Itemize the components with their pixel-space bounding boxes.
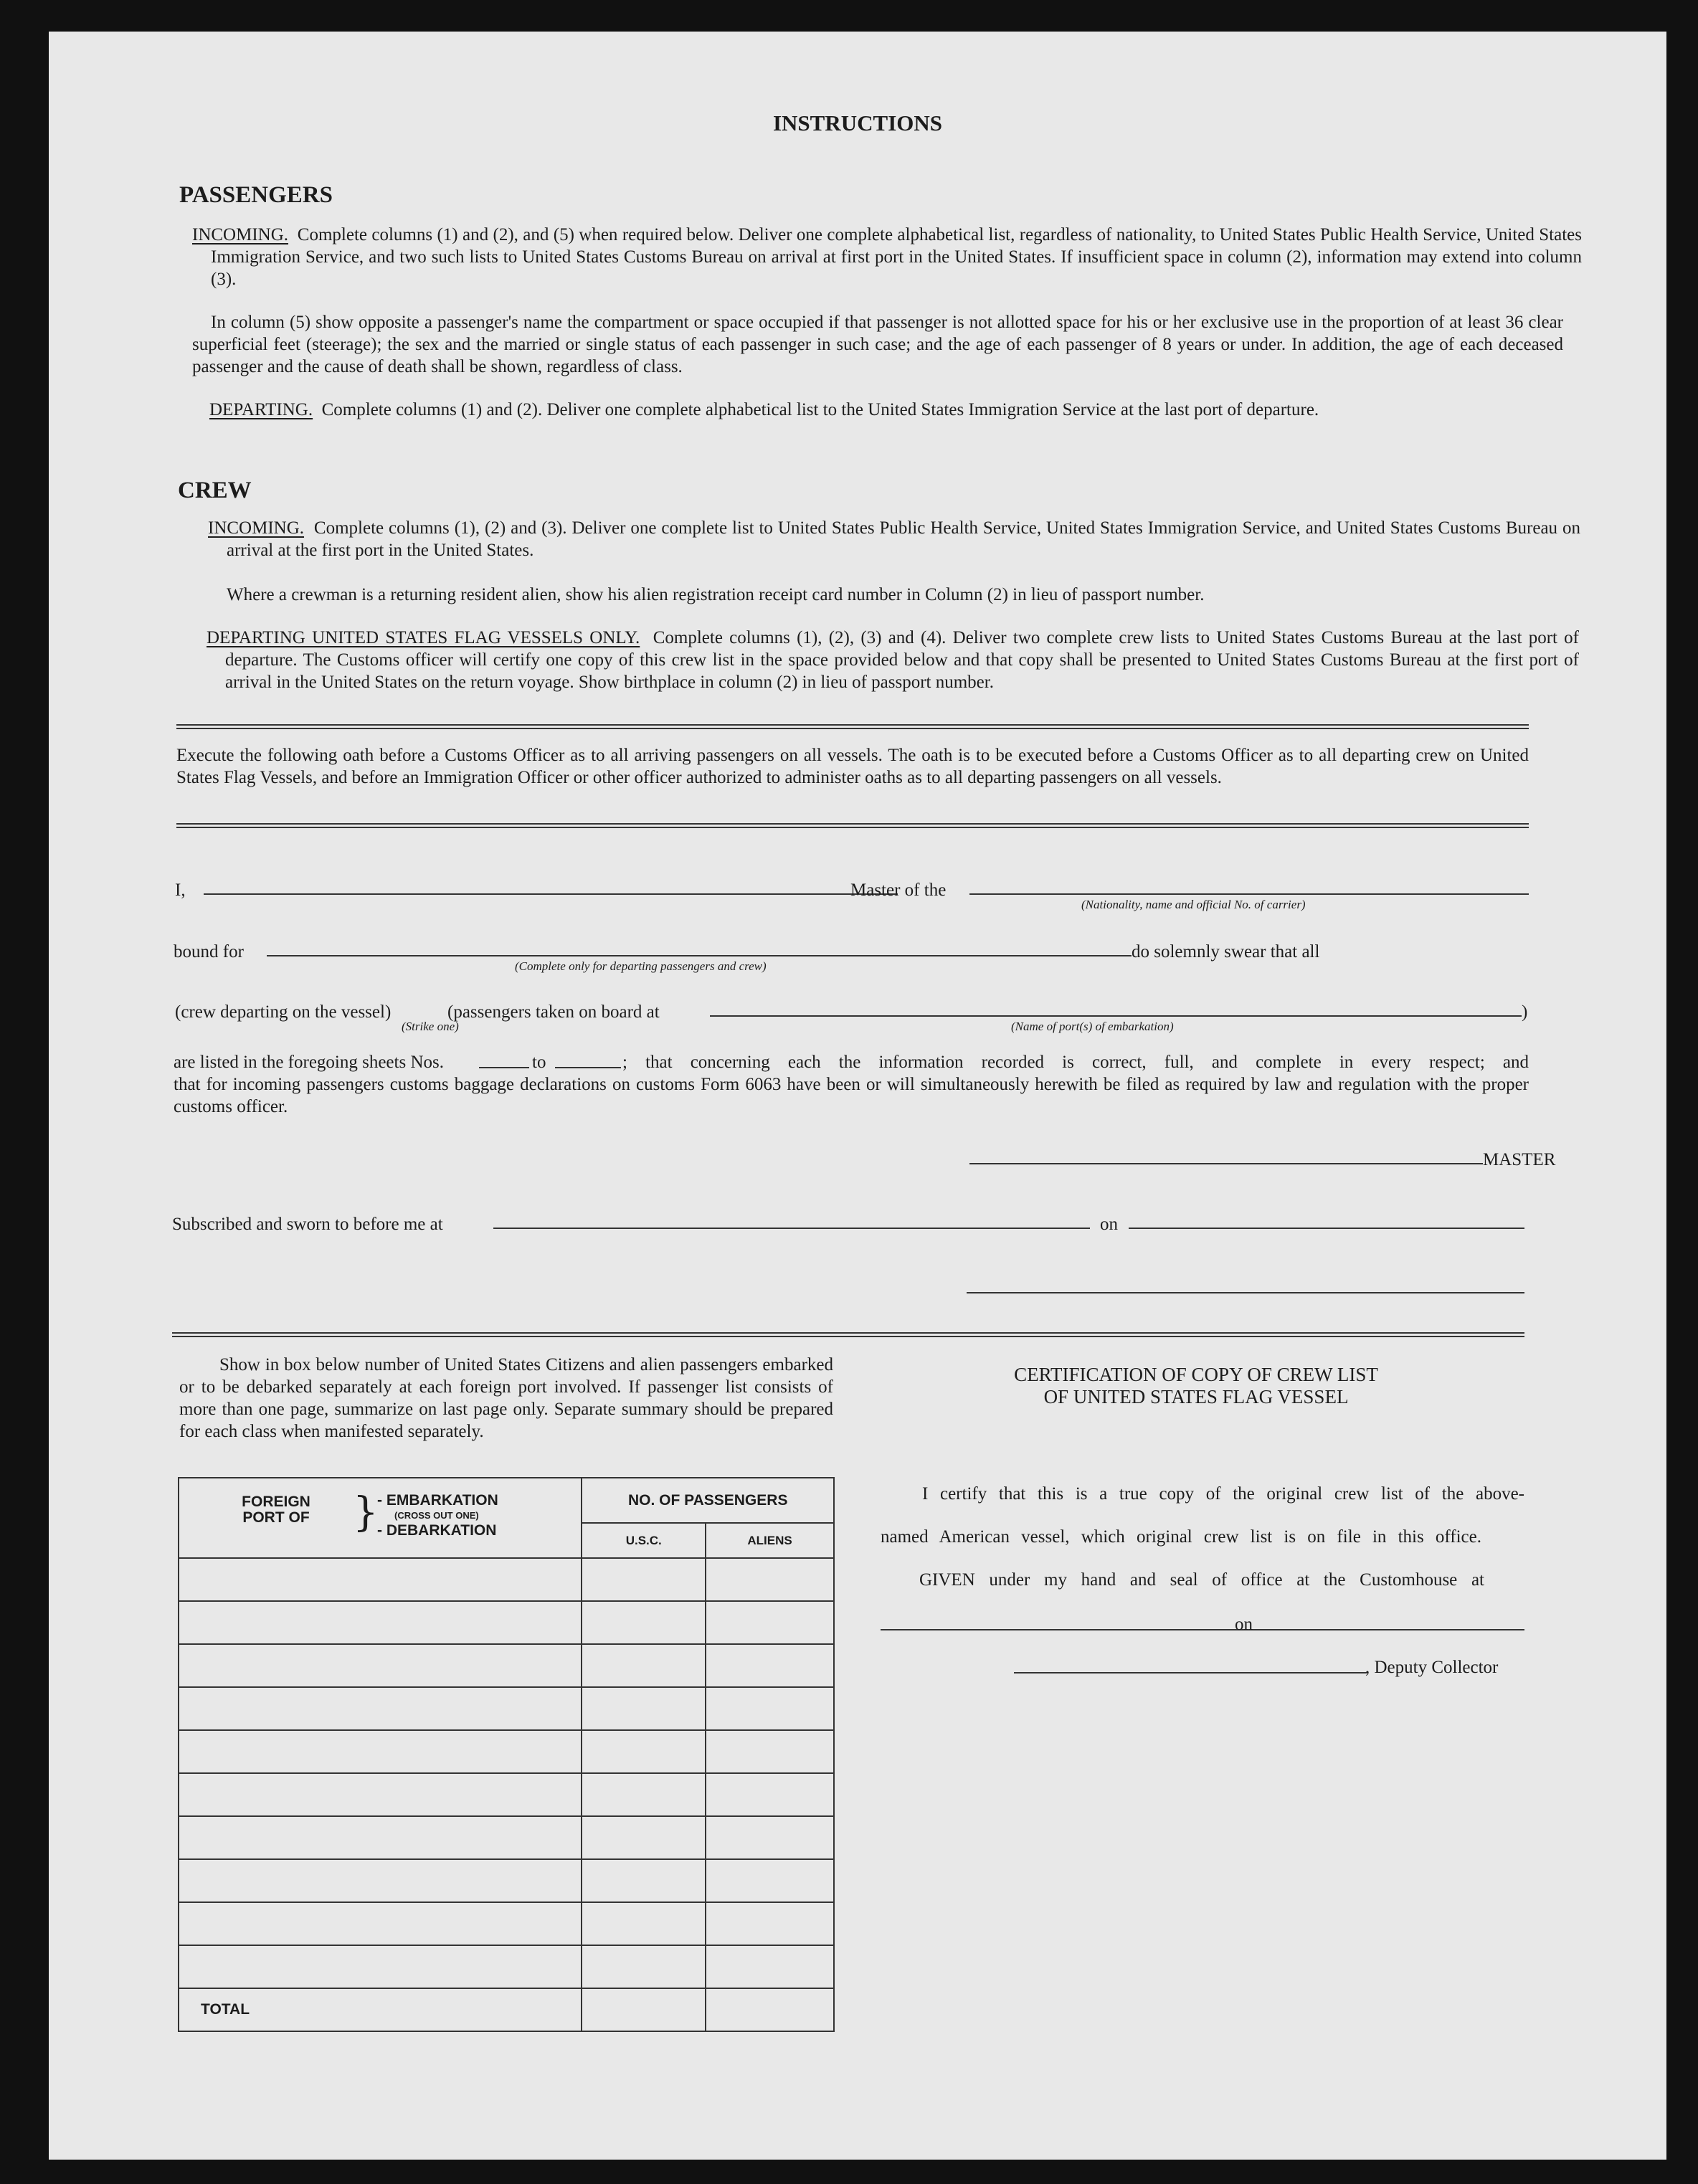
- passengers-incoming-label: INCOMING.: [192, 225, 289, 244]
- brace-glyph: }: [353, 1489, 379, 1536]
- oath-listed-to: to: [532, 1053, 546, 1072]
- embarkation-label: - EMBARKATION: [377, 1492, 498, 1509]
- aliens-header: ALIENS: [706, 1523, 834, 1558]
- usc-header: U.S.C.: [582, 1523, 706, 1558]
- oath-passengers-taken-label: (passengers taken on board at: [447, 1002, 660, 1022]
- bound-caption: (Complete only for departing passengers and crew): [515, 959, 767, 973]
- sworn-date-field[interactable]: [1129, 1228, 1524, 1229]
- table-row[interactable]: [179, 1902, 834, 1945]
- passengers-column5-paragraph: In column (5) show opposite a passenger's name the compartment or space occupied if that passenger is not allotted space for his or her exclusive use in the proportion of at least 36 clear superficial feet (steerage); the sex and the married or single status of each passenger in such case; and the age of each passenger of 8 years or under. In addition, the age of each deceased passenger and the cause of death shall be shown, regardless of class.: [192, 313, 1563, 376]
- debarkation-label: - DEBARKATION: [377, 1522, 497, 1539]
- table-row[interactable]: [179, 1773, 834, 1816]
- certification-line3: GIVEN under my hand and seal of office at the Customhouse at: [919, 1570, 1484, 1590]
- certification-on-label: on: [1235, 1615, 1253, 1634]
- crew-departing-label: DEPARTING UNITED STATES FLAG VESSELS ONLY.: [207, 628, 640, 647]
- foreign-port-of-label: FOREIGN PORT OF: [242, 1494, 310, 1526]
- crew-departing-paragraph: [207, 627, 1580, 693]
- certification-title: [873, 1364, 1519, 1408]
- port-header-cell: [179, 1478, 582, 1558]
- oath-listed-b: ; that concerning each the information recorded is correct, full, and complete in every respect; and: [622, 1053, 1529, 1072]
- carrier-field[interactable]: [969, 893, 1529, 895]
- subscribed-label: Subscribed and sworn to before me at: [172, 1215, 443, 1234]
- certification-line1: I certify that this is a true copy of the original crew list of the above-: [922, 1484, 1524, 1504]
- table-row[interactable]: [179, 1644, 834, 1687]
- embarkation-port-field[interactable]: [710, 1015, 1522, 1017]
- sheet-to-field[interactable]: [555, 1067, 621, 1068]
- deputy-collector-signature-field[interactable]: [1014, 1672, 1367, 1673]
- oath-listed-c: that for incoming passengers customs baggage declarations on customs Form 6063 have been or will simultaneously herewith be filed as required by law and regulation with the proper customs officer.: [174, 1075, 1529, 1116]
- total-aliens-cell[interactable]: [706, 1988, 834, 2031]
- certification-title-line2: OF UNITED STATES FLAG VESSEL: [1043, 1386, 1349, 1407]
- master-name-field[interactable]: [204, 893, 898, 895]
- strike-caption: (Strike one): [402, 1020, 459, 1033]
- table-row[interactable]: [179, 1859, 834, 1902]
- total-label: TOTAL: [179, 1988, 582, 2031]
- table-row[interactable]: [179, 1816, 834, 1859]
- passenger-summary-table: [178, 1477, 835, 2032]
- crew-heading: CREW: [178, 478, 252, 503]
- no-of-passengers-header: NO. OF PASSENGERS: [582, 1478, 834, 1523]
- certification-line2: named American vessel, which original crew list is on file in this office.: [881, 1527, 1481, 1547]
- page-title: INSTRUCTIONS: [772, 110, 942, 136]
- master-label: MASTER: [1483, 1150, 1556, 1169]
- certification-title-line1: CERTIFICATION OF COPY OF CREW LIST: [1014, 1364, 1378, 1385]
- sworn-location-field[interactable]: [493, 1228, 1090, 1229]
- table-row[interactable]: [179, 1730, 834, 1773]
- divider: [176, 823, 1529, 828]
- document-page: [49, 32, 1666, 2160]
- oath-bound-for-label: bound for: [174, 942, 244, 962]
- customhouse-field[interactable]: [881, 1629, 1279, 1630]
- officer-signature-field[interactable]: [967, 1292, 1524, 1293]
- passengers-heading: PASSENGERS: [179, 182, 333, 208]
- crew-departing-text: Complete columns (1), (2), (3) and (4). Deliver two complete crew lists to United States Customs Bureau at the last port of departure. The Customs officer will certify one copy of this crew list in the space provided below and that copy shall be presented to United States Customs Bureau at the first port of arrival in the United States on the return voyage. Show birthplace in column (2) in lieu of passport number.: [225, 628, 1580, 692]
- table-row[interactable]: [179, 1945, 834, 1988]
- table-row[interactable]: [179, 1601, 834, 1644]
- master-signature-field[interactable]: [969, 1163, 1483, 1164]
- crew-incoming-label: INCOMING.: [208, 518, 305, 538]
- port-caption: (Name of port(s) of embarkation): [1011, 1020, 1174, 1033]
- divider: [176, 724, 1529, 729]
- crew-incoming-text: Complete columns (1), (2) and (3). Deliver one complete list to United States Public Health Service, United States Immigration Service, and United States Customs Bureau on arrival at the first port in the United States.: [227, 518, 1580, 560]
- passengers-incoming-paragraph: [192, 224, 1582, 290]
- oath-i-label: I,: [175, 880, 186, 900]
- nationality-caption: (Nationality, name and official No. of carrier): [1081, 898, 1306, 911]
- oath-master-of-the-label: Master of the: [850, 880, 947, 900]
- cross-out-label: (CROSS OUT ONE): [394, 1510, 479, 1521]
- passengers-departing-label: DEPARTING.: [209, 400, 313, 419]
- table-row[interactable]: [179, 1687, 834, 1730]
- passengers-departing-text: Complete columns (1) and (2). Deliver one complete alphabetical list to the United States Immigration Service at the last port of departure.: [321, 400, 1319, 419]
- sworn-on-label: on: [1100, 1215, 1118, 1234]
- passengers-incoming-text: Complete columns (1) and (2), and (5) when required below. Deliver one complete alphabetical list, regardless of nationality, to United States Public Health Service, United States Immigration Service, and two such lists to United States Customs Bureau on arrival at first port in the United States. If insufficient space in column (2), information may extend into column (3).: [211, 225, 1582, 289]
- crew-incoming-paragraph: [208, 517, 1580, 561]
- bound-for-field[interactable]: [267, 955, 1132, 956]
- table-row[interactable]: [179, 1558, 834, 1601]
- total-usc-cell[interactable]: [582, 1988, 706, 2031]
- table-header-row: [179, 1478, 834, 1523]
- oath-listed-a: are listed in the foregoing sheets Nos.: [174, 1053, 444, 1072]
- oath-note-paragraph: Execute the following oath before a Customs Officer as to all arriving passengers on all vessels. The oath is to be executed before a Customs Officer as to all departing crew on United States Flag Vessels, and before an Immigration Officer or other officer authorized to administer oaths as to all departing passengers on all vessels.: [176, 746, 1529, 787]
- sheet-from-field[interactable]: [479, 1067, 529, 1068]
- table-total-row: [179, 1988, 834, 2031]
- divider: [172, 1332, 1524, 1337]
- certification-date-field[interactable]: [1265, 1629, 1524, 1630]
- oath-swear-label: do solemnly swear that all: [1132, 942, 1320, 962]
- box-note-paragraph: Show in box below number of United States Citizens and alien passengers embarked or to be debarked separately at each foreign port involved. If passenger list consists of more than one page, summarize on last page only. Separate summary should be prepared for each class when manifested separately.: [179, 1355, 833, 1441]
- oath-close-paren: ): [1522, 1002, 1528, 1022]
- oath-crew-departing-label: (crew departing on the vessel): [175, 1002, 392, 1022]
- deputy-collector-label: , Deputy Collector: [1365, 1658, 1499, 1677]
- crew-resident-paragraph: Where a crewman is a returning resident alien, show his alien registration receipt card number in Column (2) in lieu of passport number.: [227, 585, 1205, 604]
- passengers-departing-paragraph: [209, 399, 1582, 421]
